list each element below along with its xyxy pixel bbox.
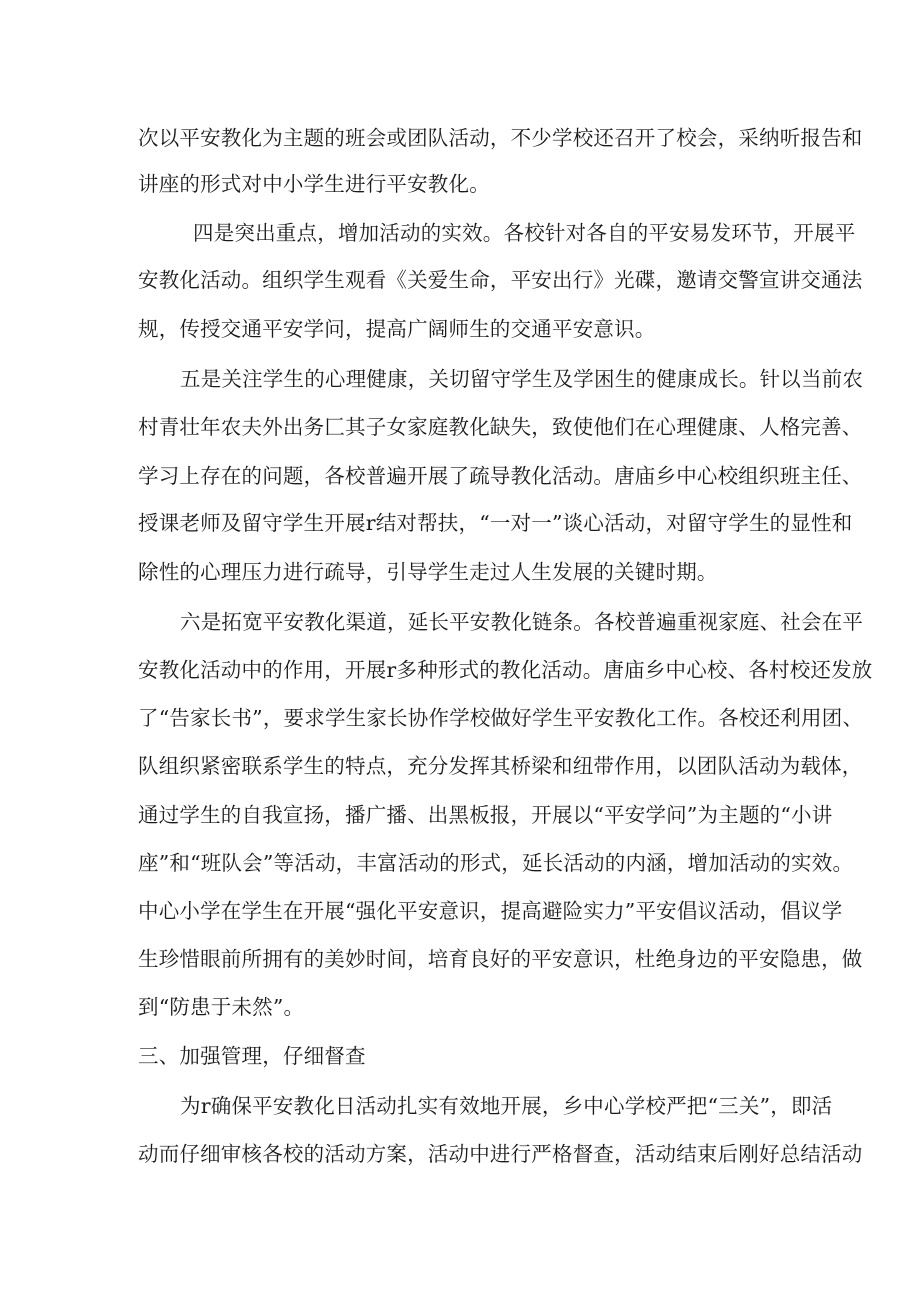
text-line: 除性的心理压力进行疏导，引导学生走过人生发展的关键时期。 xyxy=(138,560,718,584)
section-heading: 三、加强管理，仔细督查 xyxy=(138,1044,366,1068)
text-line: 中心小学在学生在开展“强化平安意识，提高避险实力”平安倡议活动，倡议学 xyxy=(138,899,843,923)
text-line: 安教化活动中的作用，开展r多种形式的教化活动。唐庙乡中心校、各村校还发放 xyxy=(138,658,873,682)
text-line: 四是突出重点，增加活动的实效。各校针对各自的平安易发环节，开展平 xyxy=(193,221,856,245)
text-line: 动而仔细审核各校的活动方案，活动中进行严格督查，活动结束后刚好总结活动 xyxy=(138,1142,863,1166)
text-line: 了“告家长书”，要求学生家长协作学校做好学生平安教化工作。各校还利用团、 xyxy=(138,706,864,730)
text-line: 五是关注学生的心理健康，关切留守学生及学困生的健康成长。针以当前农 xyxy=(180,367,864,391)
text-line: 学习上存在的问题，各校普遍开展了疏导教化活动。唐庙乡中心校组织班主任、 xyxy=(138,464,863,488)
text-line: 为r确保平安教化日活动扎实有效地开展，乡中心学校严把“三关”，即活 xyxy=(180,1094,833,1118)
text-line: 到“防患于未然”。 xyxy=(138,995,305,1019)
text-line: 座”和“班队会”等活动，丰富活动的形式，延长活动的内涵，增加活动的实效。 xyxy=(138,851,854,875)
text-line: 安教化活动。组织学生观看《关爱生命，平安出行》光碟，邀请交警宣讲交通法 xyxy=(138,268,863,292)
text-line: 生珍惜眼前所拥有的美妙时间，培育良好的平安意识，杜绝身边的平安隐患，做 xyxy=(138,947,863,971)
text-line: 次以平安教化为主题的班会或团队活动，不少学校还召开了校会，采纳听报告和 xyxy=(138,126,863,150)
text-line: 规，传授交通平安学问，提高广阔师生的交通平安意识。 xyxy=(138,317,656,341)
text-line: 通过学生的自我宣扬，播广播、出黑板报，开展以“平安学问”为主题的“小讲 xyxy=(138,803,833,827)
text-line: 授课老师及留守学生开展r结对帮扶，“一对一”谈心活动，对留守学生的显性和 xyxy=(138,511,853,535)
text-line: 六是拓宽平安教化渠道，延长平安教化链条。各校普遍重视家庭、社会在平 xyxy=(180,610,864,634)
text-line: 讲座的形式对中小学生进行平安教化。 xyxy=(138,172,490,196)
text-line: 队组织紧密联系学生的特点，充分发挥其桥梁和纽带作用，以团队活动为载体， xyxy=(138,754,863,778)
text-line: 村青壮年农夫外出务匚其子女家庭教化缺失，致使他们在心理健康、人格完善、 xyxy=(138,415,863,439)
